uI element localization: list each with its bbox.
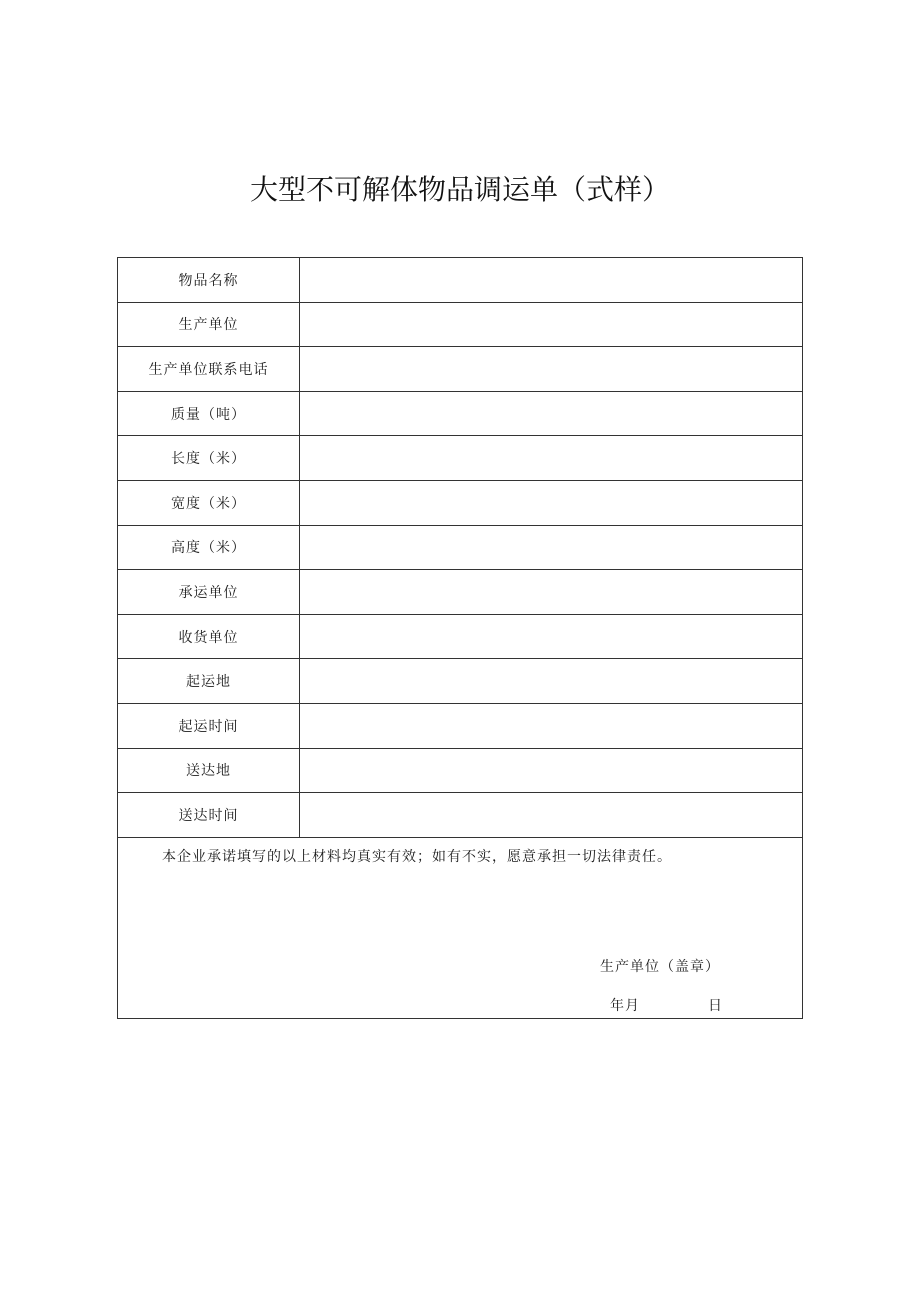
field-label: 质量（吨）: [118, 391, 300, 436]
field-label: 高度（米）: [118, 525, 300, 570]
field-value[interactable]: [300, 258, 803, 303]
form-row-manufacturer-phone: [118, 347, 803, 392]
field-value[interactable]: [300, 436, 803, 481]
form-row-width: [118, 480, 803, 525]
field-value[interactable]: [300, 748, 803, 793]
dispatch-form-table: [117, 257, 803, 1019]
field-label: 收货单位: [118, 614, 300, 659]
field-value[interactable]: [300, 614, 803, 659]
form-row-item-name: [118, 258, 803, 303]
field-value[interactable]: [300, 659, 803, 704]
field-label: 起运时间: [118, 703, 300, 748]
field-value[interactable]: [300, 391, 803, 436]
date-day-label: 日: [708, 997, 722, 1014]
seal-label: 生产单位（盖章）: [600, 958, 720, 975]
field-value[interactable]: [300, 302, 803, 347]
form-row-arrival-time: [118, 793, 803, 838]
pledge-cell: [118, 837, 803, 1018]
field-value[interactable]: [300, 570, 803, 615]
page-title: 大型不可解体物品调运单（式样）: [249, 173, 670, 206]
field-value[interactable]: [300, 347, 803, 392]
field-value[interactable]: [300, 480, 803, 525]
form-row-destination: [118, 748, 803, 793]
form-row-consignee: [118, 614, 803, 659]
form-row-origin: [118, 659, 803, 704]
field-label: 长度（米）: [118, 436, 300, 481]
field-label: 承运单位: [118, 570, 300, 615]
form-row-manufacturer: [118, 302, 803, 347]
field-label: 生产单位: [118, 302, 300, 347]
pledge-row: [118, 837, 803, 1018]
form-row-height: [118, 525, 803, 570]
field-label: 送达地: [118, 748, 300, 793]
field-label: 生产单位联系电话: [118, 347, 300, 392]
form-row-weight: [118, 391, 803, 436]
date-year-month-label: 年月: [610, 997, 640, 1014]
field-value[interactable]: [300, 703, 803, 748]
form-row-length: [118, 436, 803, 481]
form-row-carrier: [118, 570, 803, 615]
pledge-statement: 本企业承诺填写的以上材料均真实有效；如有不实，愿意承担一切法律责任。: [162, 848, 672, 865]
field-label: 送达时间: [118, 793, 300, 838]
field-value[interactable]: [300, 793, 803, 838]
field-label: 物品名称: [118, 258, 300, 303]
field-label: 起运地: [118, 659, 300, 704]
field-value[interactable]: [300, 525, 803, 570]
field-label: 宽度（米）: [118, 480, 300, 525]
form-row-departure-time: [118, 703, 803, 748]
